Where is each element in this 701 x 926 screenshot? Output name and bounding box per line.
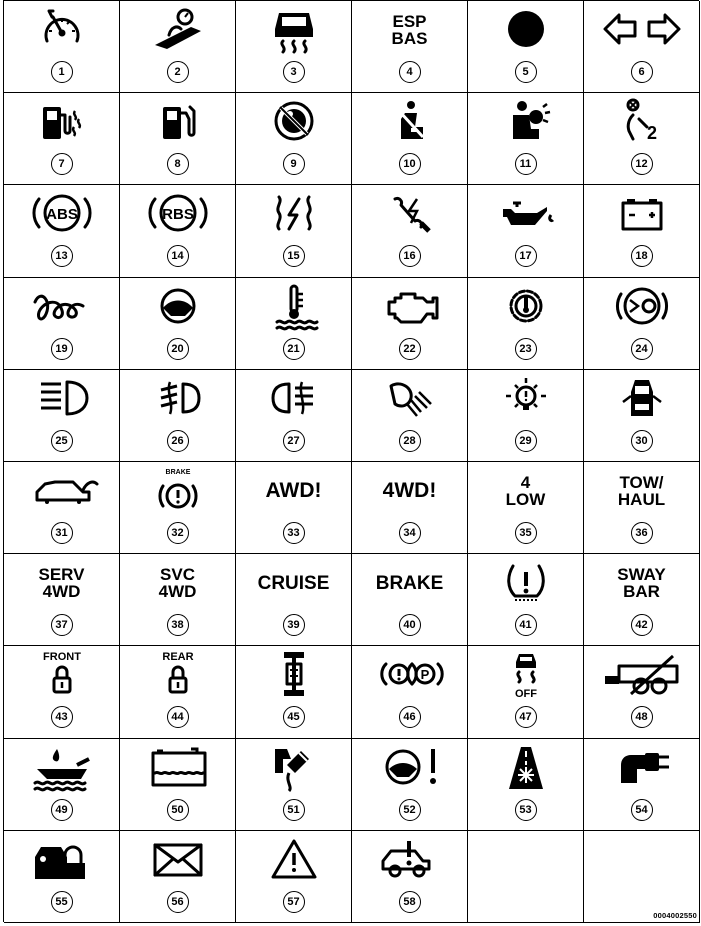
symbol-cell [236,1,352,93]
symbol-number: 33 [283,522,305,544]
symbol-cell [4,370,120,462]
symbol-cell [4,831,120,923]
empty-cell [584,831,700,923]
symbol-number: 45 [283,706,305,728]
symbol-number: 19 [51,338,73,360]
symbol-cell [120,646,236,738]
symbol-number: 14 [167,245,189,267]
symbol-cell [352,278,468,370]
symbol-cell [4,278,120,370]
symbol-number: 32 [167,522,189,544]
symbol-cell [120,370,236,462]
symbol-cell [468,462,584,554]
symbol-cell [468,739,584,831]
symbol-number: 25 [51,430,73,452]
symbol-cell [120,1,236,93]
symbol-text: BRAKE [375,572,444,594]
front-lock-icon [4,650,119,700]
water-in-fuel-icon [4,743,119,793]
symbol-cell [584,646,700,738]
symbol-number: 7 [51,153,73,175]
symbol-number: 46 [399,706,421,728]
symbol-number: 34 [399,522,421,544]
svc-4wd-text [120,558,235,608]
symbol-number: 13 [51,245,73,267]
symbol-cell [4,739,120,831]
front-fog-light-icon [120,374,235,424]
awd-text [236,466,351,516]
brake-park-icon [352,650,467,700]
symbol-cell [352,554,468,646]
symbol-cell [584,185,700,277]
symbol-cell [468,1,584,93]
service-wrench-icon [352,189,467,239]
symbol-number: 43 [51,706,73,728]
symbol-number: 55 [51,891,73,913]
regen-brake-icon [236,189,351,239]
cruise-text [236,558,351,608]
symbol-number: 42 [631,614,653,636]
trailer-disconnected-icon [584,650,699,700]
symbol-cell [352,93,468,185]
symbol-cell [4,646,120,738]
symbol-cell [236,278,352,370]
symbol-text: SWAY BAR [617,565,666,602]
symbol-number: 48 [631,706,653,728]
symbol-label: FRONT [42,651,81,664]
symbol-number: 9 [283,153,305,175]
symbol-number: 47 [515,706,537,728]
symbol-number: 3 [283,61,305,83]
tire-pressure-icon [468,558,583,608]
symbol-cell [120,554,236,646]
plug-in-icon [584,743,699,793]
symbol-cell [236,554,352,646]
symbol-cell [468,93,584,185]
bulb-failure-icon [468,374,583,424]
symbol-cell [584,278,700,370]
liftgate-open-icon [4,466,119,516]
brake-warning-icon [120,466,235,516]
symbol-number: 6 [631,61,653,83]
symbol-cell [584,554,700,646]
symbol-number: 26 [167,430,189,452]
symbol-number: 57 [283,891,305,913]
symbol-number: 40 [399,614,421,636]
brake-text [352,558,467,608]
symbol-number: 15 [283,245,305,267]
message-envelope-icon [120,835,235,885]
symbol-text: ESP BAS [391,12,428,48]
symbol-number: 28 [399,430,421,452]
solid-circle-icon [468,5,583,55]
fuel-filter-icon [236,743,351,793]
symbol-number: 35 [515,522,537,544]
symbol-text: CRUISE [257,572,330,594]
tow-haul-text [584,466,699,516]
symbol-cell [584,462,700,554]
symbol-cell [468,646,584,738]
symbol-cell [120,185,236,277]
symbol-number: 4 [399,61,421,83]
airbag-icon [468,97,583,147]
seatbelt-icon [352,97,467,147]
symbol-number: 12 [631,153,653,175]
symbol-cell [352,185,468,277]
4wd-text [352,466,467,516]
symbol-number: 49 [51,799,73,821]
symbol-cell [236,185,352,277]
symbol-cell [236,370,352,462]
symbol-cell [584,1,700,93]
symbol-number: 44 [167,706,189,728]
warning-lamp-grid [3,0,699,922]
symbol-number: 21 [283,338,305,360]
security-lock-icon [4,835,119,885]
symbol-number: 30 [631,430,653,452]
symbol-cell [584,739,700,831]
oil-can-icon [468,189,583,239]
symbol-number: 36 [631,522,653,544]
symbol-number: 20 [167,338,189,360]
steering-wheel-icon [120,282,235,332]
warning-triangle-icon [236,835,351,885]
4-low-text [468,466,583,516]
symbol-number: 31 [51,522,73,544]
symbol-cell [352,370,468,462]
door-open-icon [584,374,699,424]
check-engine-icon [352,282,467,332]
symbol-cell [352,831,468,923]
symbol-text: 4WD! [382,479,437,503]
symbol-cell [4,462,120,554]
symbol-cell [236,646,352,738]
abs-icon [4,189,119,239]
auto-high-beam-icon [352,374,467,424]
symbol-number: 50 [167,799,189,821]
symbol-cell [236,831,352,923]
symbol-number: 38 [167,614,189,636]
turn-signal-arrows-icon [584,5,699,55]
symbol-text: 4 LOW [505,472,546,509]
symbol-number: 58 [399,891,421,913]
empty-cell [468,831,584,923]
symbol-number: 1 [51,61,73,83]
symbol-text: SVC 4WD [158,565,197,602]
transmission-temperature-icon [468,282,583,332]
symbol-number: 54 [631,799,653,821]
symbol-cell [468,278,584,370]
symbol-label: BRAKE [165,468,190,476]
symbol-cell [120,278,236,370]
symbol-label: RBS [161,206,194,224]
symbol-label: P [420,667,429,683]
symbol-number: 22 [399,338,421,360]
symbol-number: 16 [399,245,421,267]
symbol-text: AWD! [265,479,322,503]
symbol-text: SERV 4WD [38,565,85,602]
svg-text:2: 2 [646,123,657,144]
rear-lock-icon [120,650,235,700]
fuel-cap-icon [4,97,119,147]
symbol-cell [352,1,468,93]
ice-road-icon [468,743,583,793]
passenger-airbag-off-icon [584,97,699,147]
symbol-cell [584,93,700,185]
symbol-number: 5 [515,61,537,83]
symbol-cell [236,93,352,185]
symbol-label: OFF [514,688,537,701]
symbol-number: 52 [399,799,421,821]
symbol-number: 8 [167,153,189,175]
traction-control-icon [236,5,351,55]
coolant-temperature-icon [236,282,351,332]
symbol-number: 37 [51,614,73,636]
symbol-cell [468,554,584,646]
symbol-number: 27 [283,430,305,452]
serv-4wd-text [4,558,119,608]
symbol-cell [4,185,120,277]
symbol-number: 39 [283,614,305,636]
symbol-number: 24 [631,338,653,360]
symbol-label: REAR [161,651,194,664]
symbol-cell [352,646,468,738]
sway-bar-text [584,558,699,608]
symbol-cell [120,462,236,554]
fuel-pump-icon [120,97,235,147]
steering-warning-icon [352,743,467,793]
symbol-cell [4,93,120,185]
symbol-cell [352,739,468,831]
symbol-cell [120,93,236,185]
rear-fog-light-icon [236,374,351,424]
image-code: 0004002550 [653,911,697,920]
brake-pad-icon [584,282,699,332]
washer-fluid-icon [120,743,235,793]
symbol-label: ABS [45,206,78,224]
symbol-cell [120,831,236,923]
symbol-number: 51 [283,799,305,821]
symbol-cell [4,554,120,646]
symbol-text: TOW/ HAUL [617,472,666,509]
symbol-cell [468,370,584,462]
traction-off-icon [468,650,583,700]
vehicle-warning-icon [352,835,467,885]
symbol-number: 17 [515,245,537,267]
speedometer-limit-icon [4,5,119,55]
symbol-cell [236,462,352,554]
glow-plug-icon [4,282,119,332]
symbol-number: 2 [167,61,189,83]
axle-lock-icon [236,650,351,700]
symbol-cell [584,370,700,462]
symbol-number: 11 [515,153,537,175]
symbol-cell [236,739,352,831]
symbol-number: 56 [167,891,189,913]
symbol-number: 10 [399,153,421,175]
battery-icon [584,189,699,239]
symbol-number: 18 [631,245,653,267]
hill-descent-control-icon [120,5,235,55]
symbol-cell [468,185,584,277]
symbol-cell [4,1,120,93]
symbol-number: 41 [515,614,537,636]
esp-bas-text [352,5,467,55]
airbag-off-icon [236,97,351,147]
rbs-icon [120,189,235,239]
symbol-cell [352,462,468,554]
symbol-number: 53 [515,799,537,821]
symbol-cell [120,739,236,831]
high-beam-icon [4,374,119,424]
symbol-number: 29 [515,430,537,452]
symbol-number: 23 [515,338,537,360]
